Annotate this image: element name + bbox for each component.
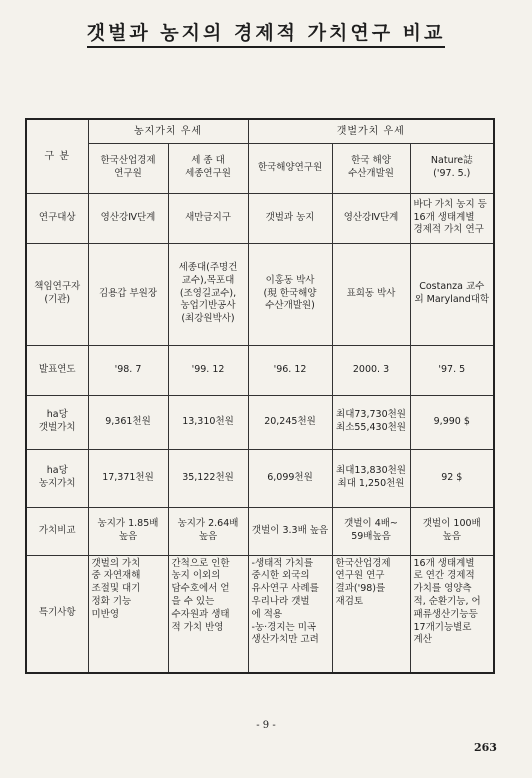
table-cell: '98. 7	[88, 345, 168, 395]
table-cell: 35,122천원	[168, 449, 248, 507]
table-cell: 13,310천원	[168, 395, 248, 449]
table-row	[26, 243, 494, 345]
table-cell: 20,245천원	[248, 395, 332, 449]
table-cell: 표희동 박사	[332, 243, 410, 345]
table-cell: 16개 생태계별 로 연간 경제적 가치를 영양측 적, 순환기능, 어 패류생산기능등 17개기능별로 계산	[410, 555, 494, 673]
row-label: ha당 농지가치	[26, 449, 88, 507]
table-row	[26, 345, 494, 395]
header-org-2: 한국해양연구원	[248, 143, 332, 193]
table-cell: 6,099천원	[248, 449, 332, 507]
header-org-3: 한국 해양 수산개발원	[332, 143, 410, 193]
table-cell: '97. 5	[410, 345, 494, 395]
table-row	[26, 555, 494, 673]
row-label: ha당 갯벌가치	[26, 395, 88, 449]
page-number: 263	[474, 741, 497, 754]
header-org-0: 한국산업경제 연구원	[88, 143, 168, 193]
header-gubun: 구 분	[26, 119, 88, 193]
row-label: 발표연도	[26, 345, 88, 395]
table-cell: 세종대(주명건 교수),목포대 (조영길교수), 농업기반공사 (최강원박사)	[168, 243, 248, 345]
table-cell: -생태적 가치를 중시한 외국의 유사연구 사례를 우리나라 갯벌 에 적용 -농·경지는 미곡 생산가치만 고려	[248, 555, 332, 673]
header-org-4: Nature誌 ('97. 5.)	[410, 143, 494, 193]
table-cell: 92 $	[410, 449, 494, 507]
table-cell: 바다 가치 농지 등 16개 생태계별 경제적 가치 연구	[410, 193, 494, 243]
table-row	[26, 507, 494, 555]
header-group-farmland: 농지가치 우세	[88, 119, 248, 143]
row-label: 특기사항	[26, 555, 88, 673]
row-label: 가치비교	[26, 507, 88, 555]
table-cell: '99. 12	[168, 345, 248, 395]
table-cell: 갯벌이 3.3배 높음	[248, 507, 332, 555]
table-row	[26, 449, 494, 507]
table-cell: 농지가 2.64배 높음	[168, 507, 248, 555]
row-label: 연구대상	[26, 193, 88, 243]
table-cell: 이홍동 박사 (現 한국해양 수산개발원)	[248, 243, 332, 345]
header-group-tidal: 갯벌가치 우세	[248, 119, 494, 143]
table-cell: 갯벌이 100배 높음	[410, 507, 494, 555]
header-org-1: 세 종 대 세종연구원	[168, 143, 248, 193]
table-cell: 최대73,730천원 최소55,430천원	[332, 395, 410, 449]
row-label: 책임연구자 (기관)	[26, 243, 88, 345]
table-cell: 17,371천원	[88, 449, 168, 507]
table-cell: '96. 12	[248, 345, 332, 395]
table-row	[26, 193, 494, 243]
table-cell: 한국산업경제 연구원 연구 결과('98)를 재검토	[332, 555, 410, 673]
table-cell: 갯벌의 가치 중 자연재해 조절및 대기 정화 기능 미반영	[88, 555, 168, 673]
table-cell: 새만금지구	[168, 193, 248, 243]
page-footer-center: - 9 -	[256, 720, 276, 731]
table-cell: 2000. 3	[332, 345, 410, 395]
table-row	[26, 395, 494, 449]
table-cell: 갯벌과 농지	[248, 193, 332, 243]
table-cell: 간척으로 인한 농지 이외의 담수호에서 얻 을 수 있는 수자원과 생태 적 가치 반영	[168, 555, 248, 673]
table-cell: 9,361천원	[88, 395, 168, 449]
table-cell: 김용갑 부원장	[88, 243, 168, 345]
page-title: 갯벌과 농지의 경제적 가치연구 비교	[0, 18, 532, 45]
table-cell: 영산강Ⅳ단계	[88, 193, 168, 243]
table-cell: Costanza 교수 외 Maryland대학	[410, 243, 494, 345]
table-cell: 농지가 1.85배 높음	[88, 507, 168, 555]
table-cell: 영산강Ⅳ단계	[332, 193, 410, 243]
table-cell: 9,990 $	[410, 395, 494, 449]
table-cell: 갯벌이 4배~ 59배높음	[332, 507, 410, 555]
table-cell: 최대13,830천원 최대 1,250천원	[332, 449, 410, 507]
comparison-table	[25, 118, 495, 674]
